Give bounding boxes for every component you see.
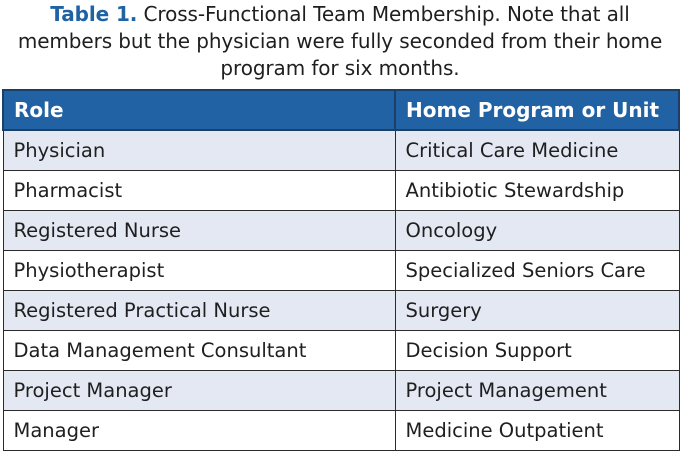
table-caption-text: Cross-Functional Team Membership. Note that all members but the physician were fully seconded from their home program for six months. (17, 2, 663, 80)
table-caption-label: Table 1. (50, 2, 138, 26)
table-row (3, 330, 679, 370)
home-program-cell: Antibiotic Stewardship (395, 170, 679, 210)
home-program-cell: Surgery (395, 290, 679, 330)
role-cell: Project Manager (3, 370, 395, 410)
table-row (3, 250, 679, 290)
table-caption (0, 0, 680, 88)
home-program-cell: Project Management (395, 370, 679, 410)
role-cell: Manager (3, 410, 395, 450)
home-program-cell: Oncology (395, 210, 679, 250)
home-program-cell: Specialized Seniors Care (395, 250, 679, 290)
column-header-role: Role (3, 90, 395, 130)
table-row (3, 290, 679, 330)
role-cell: Physician (3, 130, 395, 170)
role-cell: Registered Practical Nurse (3, 290, 395, 330)
role-cell: Registered Nurse (3, 210, 395, 250)
home-program-cell: Medicine Outpatient (395, 410, 679, 450)
home-program-cell: Critical Care Medicine (395, 130, 679, 170)
table-row (3, 410, 679, 450)
table-row (3, 130, 679, 170)
table-header-row (3, 90, 679, 130)
role-cell: Physiotherapist (3, 250, 395, 290)
team-membership-table (2, 89, 680, 451)
role-cell: Pharmacist (3, 170, 395, 210)
table-row (3, 210, 679, 250)
home-program-cell: Decision Support (395, 330, 679, 370)
role-cell: Data Management Consultant (3, 330, 395, 370)
table-row (3, 370, 679, 410)
table-row (3, 170, 679, 210)
column-header-home-program: Home Program or Unit (395, 90, 679, 130)
